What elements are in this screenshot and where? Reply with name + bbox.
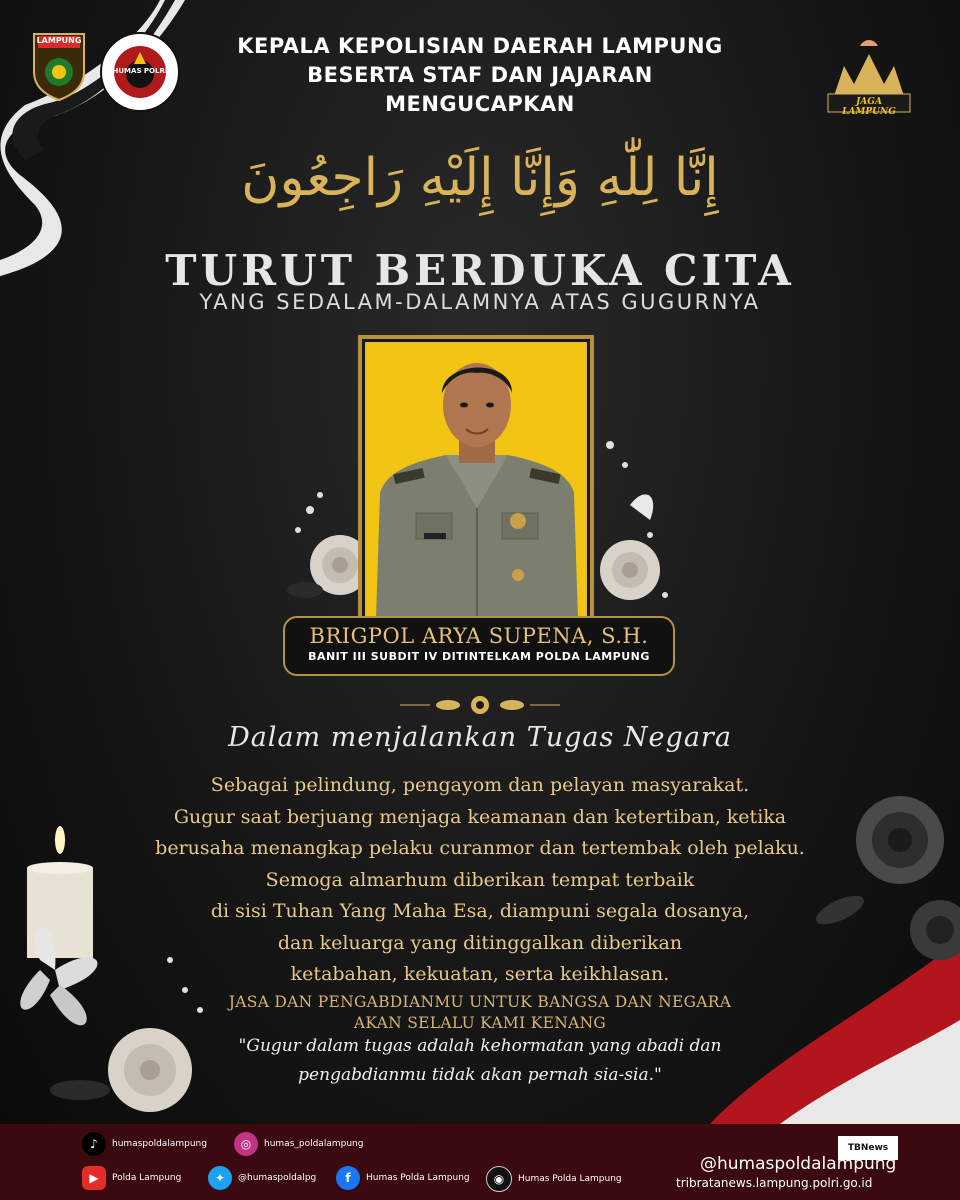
footer-other-label: Humas Polda Lampung — [518, 1174, 622, 1184]
page-title: TURUT BERDUKA CITA — [165, 246, 795, 295]
body-line: dan keluarga yang ditinggalkan diberikan — [277, 931, 683, 954]
ornament-divider-icon — [400, 690, 560, 720]
footer-facebook-label: Humas Polda Lampung — [366, 1173, 470, 1183]
body-line: di sisi Tuhan Yang Maha Esa, diampuni segala dosanya, — [210, 900, 750, 922]
script-line: Dalam menjalankan Tugas Negara — [228, 722, 732, 753]
instagram-icon: ◎ — [234, 1132, 258, 1156]
quote-line: "Gugur dalam tugas adalah kehormatan yang abadi dan — [238, 1036, 722, 1056]
footer-tiktok-label: humaspoldalampung — [112, 1139, 207, 1149]
header-text — [0, 32, 960, 119]
name-plate — [283, 616, 675, 676]
logo-humas-label: HUMAS POLRI — [112, 67, 168, 75]
page-subtitle: YANG SEDALAM-DALAMNYA ATAS GUGURNYA — [199, 290, 761, 314]
footer-youtube-label: Polda Lampung — [112, 1173, 182, 1183]
footer-facebook[interactable] — [336, 1166, 470, 1190]
tiktok-icon: ♪ — [82, 1132, 106, 1156]
tbnews-logo: TBNews — [838, 1136, 898, 1160]
deceased-photo — [365, 342, 587, 618]
humas-channel-icon: ◉ — [486, 1166, 512, 1192]
footer-other[interactable] — [486, 1166, 622, 1192]
arabic-istirja: إِنَّا لِلّٰهِ وَإِنَّا إِلَيْهِ رَاجِعُونَ — [241, 148, 719, 208]
facebook-icon: f — [336, 1166, 360, 1190]
logo-left-label: LAMPUNG — [36, 36, 82, 45]
footer-youtube[interactable] — [82, 1166, 181, 1190]
header-line-3: MENGUCAPKAN — [385, 92, 575, 116]
body-line: Semoga almarhum diberikan tempat terbaik — [265, 868, 695, 891]
tribute-line: AKAN SELALU KAMI KENANG — [353, 1014, 607, 1032]
website-link[interactable]: tribratanews.lampung.polri.go.id — [676, 1176, 873, 1190]
footer-instagram-label: humas_poldalampung — [264, 1139, 364, 1149]
watermark-text: @humaspoldalampung — [700, 1154, 897, 1174]
deceased-photo-frame — [358, 335, 594, 625]
tribute-line: JASA DAN PENGABDIANMU UNTUK BANGSA DAN NEGARA — [228, 993, 732, 1011]
social-footer — [0, 1124, 960, 1200]
twitter-icon: ✦ — [208, 1166, 232, 1190]
deceased-name: BRIGPOL ARYA SUPENA, S.H. — [309, 624, 649, 648]
rose-right-icon — [590, 425, 700, 625]
header-line-2: BESERTA STAF DAN JAJARAN — [307, 63, 653, 87]
body-line: Gugur saat berjuang menjaga keamanan dan ketertiban, ketika — [173, 805, 787, 828]
footer-tiktok[interactable] — [82, 1132, 207, 1156]
quote-line: pengabdianmu tidak akan pernah sia-sia." — [298, 1065, 662, 1085]
body-line: ketabahan, kekuatan, serta keikhlasan. — [290, 963, 670, 985]
deceased-unit: BANIT III SUBDIT IV DITINTELKAM POLDA LAMPUNG — [308, 650, 650, 663]
footer-twitter-label: @humaspoldalpg — [238, 1173, 317, 1183]
logo-right-label: JAGA LAMPUNG — [842, 97, 896, 117]
body-line: Sebagai pelindung, pengayom dan pelayan masyarakat. — [210, 774, 750, 796]
body-line: berusaha menangkap pelaku curanmor dan tertembak oleh pelaku. — [155, 837, 805, 859]
footer-instagram[interactable] — [234, 1132, 363, 1156]
youtube-icon: ▶ — [82, 1166, 106, 1190]
header-line-1: KEPALA KEPOLISIAN DAERAH LAMPUNG — [237, 34, 723, 58]
footer-twitter[interactable] — [208, 1166, 316, 1190]
lily-flower-icon — [0, 900, 230, 1120]
flag-and-roses-icon — [690, 760, 960, 1124]
